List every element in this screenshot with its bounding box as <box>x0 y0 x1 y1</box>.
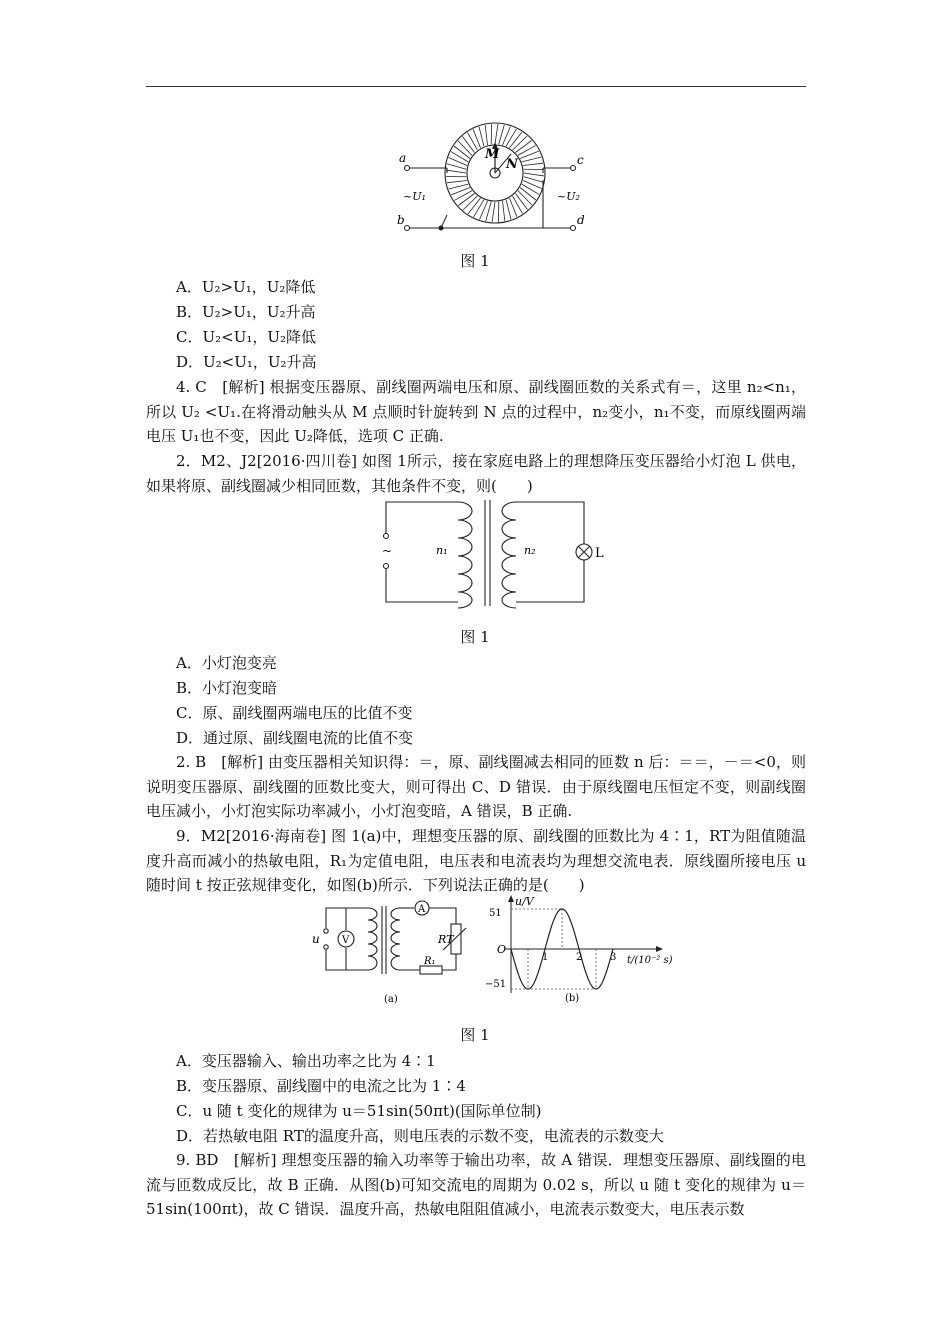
q2-stem: 2．M2、J2[2016·四川卷] 如图 1所示，接在家庭电路上的理想降压变压器给小灯泡 L 供电，如果将原、副线圈减少相同匝数，其他条件不变，则( ) <box>146 452 806 495</box>
winding-line <box>446 170 466 173</box>
q9-option-b: B．变压器原、副线圈中的电流之比为 1∶4 <box>176 1077 466 1095</box>
winding-line <box>499 125 505 144</box>
label-M: M <box>485 147 500 162</box>
q4-option-b: B．U₂>U₁，U₂升高 <box>176 303 316 321</box>
winding-line <box>522 184 539 194</box>
winding-line <box>506 200 511 220</box>
x-tick-3: 3 <box>610 952 617 963</box>
winding-line <box>449 184 469 189</box>
winding-line <box>518 146 536 156</box>
terminal-d: d <box>577 213 585 227</box>
winding-line <box>503 201 505 221</box>
q4-option-d: D．U₂<U₁，U₂升高 <box>176 353 317 371</box>
winding-line <box>468 198 481 214</box>
winding-line <box>513 136 527 150</box>
winding-line <box>486 202 492 221</box>
q2-answer-analysis: 2. B [解析] 由变压器相关知识得：＝，原、副线圈减去相同的匝数 n 后：＝＝，－＝<0，则说明变压器原、副线圈的匝数比变大，则可得出 C、D 错误．由于原线圈电压恒定不变，则副线圈电压减小，小灯泡实际功率减小，小灯泡变暗，A 错误，B 正确. <box>146 753 806 820</box>
winding-line <box>479 127 484 147</box>
label-lamp: L <box>595 546 604 561</box>
winding-line <box>510 132 523 148</box>
label-u1: ~U₁ <box>403 190 426 203</box>
winding-line <box>462 136 474 152</box>
winding-line <box>516 194 528 210</box>
winding-line <box>447 164 466 170</box>
figure-caption-1: 图 1 <box>460 252 490 270</box>
winding-line <box>458 194 474 206</box>
label-N: N <box>506 157 518 172</box>
voltmeter-symbol: V <box>342 935 350 946</box>
winding-line <box>523 163 543 165</box>
label-n2: n₂ <box>524 544 536 557</box>
header-rule <box>146 86 806 87</box>
label-n1: n₁ <box>436 544 448 557</box>
winding-line <box>468 132 478 150</box>
q9-option-c: C．u 随 t 变化的规律为 u＝51sin(50πt)(国际单位制) <box>176 1102 542 1120</box>
q2-option-d: D．通过原、副线圈电流的比值不变 <box>176 729 414 747</box>
y-tick-51: 51 <box>489 908 502 919</box>
terminal-c: c <box>577 153 584 167</box>
winding-line <box>463 196 477 210</box>
winding-line <box>451 152 468 162</box>
figure-caption-2: 图 1 <box>460 628 490 646</box>
winding-line <box>516 140 532 152</box>
label-rt: RT <box>438 933 454 946</box>
y-tick-minus51: −51 <box>485 979 507 990</box>
q4-answer-analysis: 4. C [解析] 根据变压器原、副线圈两端电压和原、副线圈匝数的关系式有＝，这里 n₂<n₁，所以 U₂ <U₁.在将滑动触头从 M 点顺时针旋转到 N 点的过程中，n₂变小，n₁不变，而原线圈两端电压 U₁也不变，因此 U₂降低，选项 C 正确. <box>146 378 806 445</box>
figure-caption-3: 图 1 <box>460 1026 490 1044</box>
label-u2: ~U₂ <box>557 190 580 203</box>
q9-stem: 9．M2[2016·海南卷] 图 1(a)中，理想变压器的原、副线圈的匝数比为 4∶1，RT为阻值随温度升高而减小的热敏电阻，R₁为定值电阻，电压表和电流表均为理想交流电表．原线圈所接电压 u 随时间 t 按正弦规律变化，如图(b)所示．下列说法正确的是( ) <box>146 827 806 894</box>
winding-line <box>458 141 472 155</box>
q2-option-b: B．小灯泡变暗 <box>176 679 278 697</box>
voltage-time-chart <box>475 893 680 1008</box>
winding-line <box>523 181 541 189</box>
x-tick-2: 2 <box>576 952 583 963</box>
toroidal-transformer-figure <box>395 120 595 240</box>
q9-option-a: A．变压器输入、输出功率之比为 4∶1 <box>176 1052 436 1070</box>
q4-option-a: A．U₂>U₁，U₂降低 <box>176 278 316 296</box>
winding-line <box>480 201 488 219</box>
winding-line <box>447 181 467 183</box>
q9-option-d: D．若热敏电阻 RT的温度升高，则电压表的示数不变，电流表的示数变大 <box>176 1127 664 1145</box>
winding-line <box>513 196 523 214</box>
subfig-label-a: (a) <box>384 994 398 1005</box>
winding-line <box>449 158 467 166</box>
terminal-a: a <box>399 151 407 165</box>
ammeter-symbol: A <box>418 904 426 915</box>
q2-option-a: A．小灯泡变亮 <box>176 654 277 672</box>
winding-line <box>495 124 498 144</box>
winding-line <box>524 177 543 183</box>
ac-source-symbol: ~ <box>382 544 393 558</box>
winding-line <box>503 127 511 145</box>
winding-line <box>454 146 470 159</box>
winding-line <box>485 125 487 145</box>
label-r1: R₁ <box>424 956 436 967</box>
y-axis-label: u/V <box>515 895 534 908</box>
q4-option-c: C．U₂<U₁，U₂降低 <box>176 328 317 346</box>
x-axis-label: t/(10⁻² s) <box>627 955 673 966</box>
label-u: u <box>312 932 320 946</box>
circuit-figure-a <box>308 898 473 1008</box>
terminal-b: b <box>397 213 405 227</box>
winding-line <box>506 129 516 146</box>
x-tick-1: 1 <box>542 952 549 963</box>
winding-line <box>520 188 536 201</box>
winding-line <box>474 200 484 217</box>
winding-line <box>524 173 544 176</box>
q9-answer-analysis: 9. BD [解析] 理想变压器的输入功率等于输出功率，故 A 错误．理想变压器原、副线圈的电流与匝数成反比，故 B 正确．从图(b)可知交流电的周期为 0.02 s，所以 u 随 t 变化的规律为 u＝51sin(100πt)，故 C 错误．温度升高，热敏电阻阻值减小，电流表示数变大，电压表示数 <box>146 1151 806 1218</box>
stepdown-transformer-figure <box>378 496 608 611</box>
subfig-label-b: (b) <box>565 993 580 1004</box>
winding-line <box>518 191 532 205</box>
origin-label: O <box>497 943 507 956</box>
q2-option-c: C．原、副线圈两端电压的比值不变 <box>176 704 413 722</box>
winding-line <box>522 157 542 162</box>
winding-line <box>454 191 472 201</box>
winding-line <box>492 202 495 222</box>
